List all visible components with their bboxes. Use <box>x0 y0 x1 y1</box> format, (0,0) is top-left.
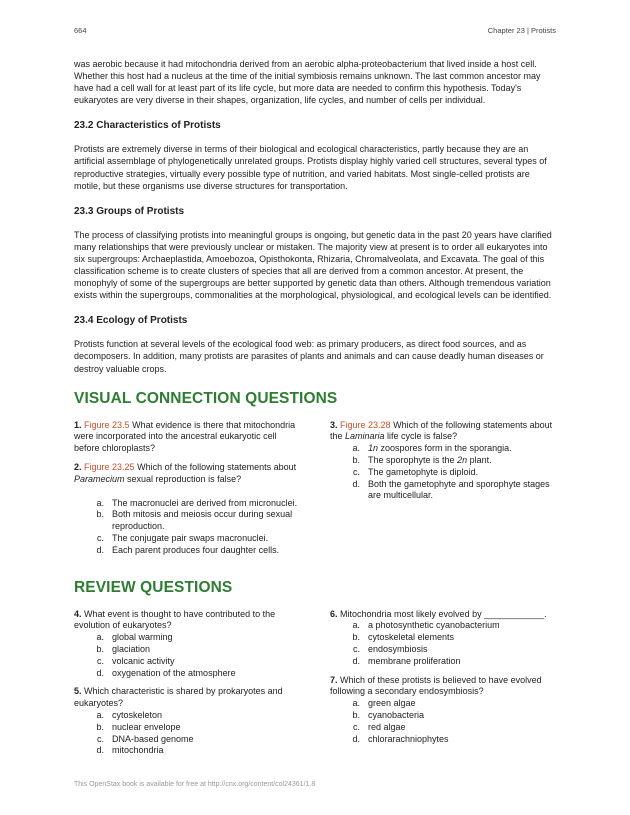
question-7 <box>330 675 558 746</box>
answer-option <box>74 668 302 680</box>
option-text: mitochondria <box>112 745 164 756</box>
section-text: The process of classifying protists into meaningful groups is ongoing, but genetic data in the past 20 years have clarified many relationships that were previously unclear or mistaken. The majority view at present is to order all eukaryotes into six supergroups: Archaeplastida, Amoebozoa, Opisthokonta, Rhizaria, Chromalveolata, and Excavata. The goal of this classification scheme is to create clusters of species that all are derived from a common ancestor. At present, the monophyly of some of the supergroups are better supported by genetic data than others. Although tremendous variation exists within the supergroups, commonalities at the morphological, physiological, and ecological levels can be identified. <box>74 229 552 301</box>
left-column <box>74 609 302 765</box>
question-number: 5. <box>74 686 82 697</box>
option-text: nuclear envelope <box>112 721 181 732</box>
section-heading: 23.3 Groups of Protists <box>74 205 185 217</box>
question-4 <box>74 609 302 680</box>
answer-option <box>74 734 302 746</box>
figure-link[interactable]: Figure 23.25 <box>84 461 135 472</box>
option-text: Both the gametophyte and sporophyte stages are multicellular. <box>368 478 550 501</box>
page-content <box>74 58 558 764</box>
option-letter: a. <box>352 698 360 709</box>
option-text: glaciation <box>112 643 151 654</box>
answer-option <box>330 698 558 710</box>
question-number: 1. <box>74 419 82 430</box>
question-italic: Laminaria <box>345 431 385 442</box>
question-text: What event is thought to have contributed to the evolution of eukaryotes? <box>74 608 276 631</box>
option-letter: b. <box>352 454 360 465</box>
figure-link[interactable]: Figure 23.5 <box>84 419 130 430</box>
visual-connection-title: VISUAL CONNECTION QUESTIONS <box>74 389 338 407</box>
answer-option <box>330 632 558 644</box>
answer-option <box>74 722 302 734</box>
answer-option <box>330 644 558 656</box>
option-text: The gametophyte is diploid. <box>368 466 479 477</box>
question-text: Which of these protists is believed to have evolved following a secondary endosymbiosis? <box>330 674 542 697</box>
option-text: oxygenation of the atmosphere <box>112 667 236 678</box>
option-letter: b. <box>96 721 104 732</box>
page-footer: This OpenStax book is available for free at http://cnx.org/content/col24361/1.8 <box>74 781 316 788</box>
page-number: 664 <box>74 26 87 35</box>
option-text: global warming <box>112 632 173 643</box>
question-italic: Paramecium <box>74 473 125 484</box>
option-letter: a. <box>352 620 360 631</box>
answer-options <box>74 710 302 757</box>
question-text: Which characteristic is shared by prokaryotes and eukaryotes? <box>74 686 283 709</box>
answer-option <box>74 533 302 545</box>
review-questions <box>74 609 558 765</box>
option-text: endosymbiosis <box>368 643 428 654</box>
option-letter: b. <box>352 632 360 643</box>
answer-option <box>74 710 302 722</box>
answer-option <box>74 509 302 533</box>
answer-option <box>74 644 302 656</box>
option-text: The conjugate pair swaps macronuclei. <box>112 532 269 543</box>
question-text: sexual reproduction is false? <box>124 473 242 484</box>
answer-option <box>330 467 558 479</box>
question-3 <box>330 420 558 503</box>
option-letter: d. <box>96 544 104 555</box>
question-number: 3. <box>330 419 338 430</box>
right-column <box>330 420 558 564</box>
option-text: volcanic activity <box>112 655 175 666</box>
option-letter: c. <box>96 532 104 543</box>
option-italic: 2n <box>457 454 468 465</box>
question-text: Which of the following statements about the <box>330 419 553 442</box>
answer-option <box>74 545 302 557</box>
section-text: Protists function at several levels of the ecological food web: as primary producers, as direct food sources, and as decomposers. In addition, many protists are parasites of plants and animals and can cause deadly human diseases or destroy valuable crops. <box>74 339 544 374</box>
option-text: The sporophyte is the <box>368 454 458 465</box>
answer-option <box>330 443 558 455</box>
option-text: DNA-based genome <box>112 733 194 744</box>
option-letter: a. <box>352 443 360 454</box>
option-text: cytoskeleton <box>112 709 163 720</box>
answer-option <box>330 710 558 722</box>
question-6 <box>330 609 558 668</box>
option-letter: a. <box>96 709 104 720</box>
answer-option <box>330 734 558 746</box>
question-text: life cycle is false? <box>384 431 458 442</box>
option-text: membrane proliferation <box>368 655 461 666</box>
option-text: a photosynthetic cyanobacterium <box>368 620 500 631</box>
answer-options <box>330 698 558 745</box>
option-letter: a. <box>96 497 104 508</box>
answer-option <box>74 498 302 510</box>
section-heading: 23.2 Characteristics of Protists <box>74 120 221 132</box>
answer-option <box>74 745 302 757</box>
option-letter: a. <box>96 632 104 643</box>
answer-option <box>330 722 558 734</box>
visual-connection-questions <box>74 420 558 564</box>
option-letter: d. <box>96 667 104 678</box>
question-number: 2. <box>74 461 82 472</box>
option-text: cyanobacteria <box>368 709 425 720</box>
answer-options <box>330 620 558 667</box>
option-letter: c. <box>352 721 360 732</box>
question-1 <box>74 420 302 455</box>
option-letter: c. <box>352 643 360 654</box>
section-text: Protists are extremely diverse in terms of their biological and ecological characteristics, partly because they are an artificial assemblage of phylogenetically unrelated groups. Protists display highly varied cell structures, several types of reproductive strategies, virtually every possible type of nutrition, and varied habitats. Most single-celled protists are motile, but these organisms use diverse structures for transportation. <box>74 144 547 191</box>
option-letter: d. <box>352 733 360 744</box>
question-number: 4. <box>74 608 82 619</box>
option-text: green algae <box>368 698 416 709</box>
review-questions-title: REVIEW QUESTIONS <box>74 578 233 596</box>
answer-options <box>74 632 302 679</box>
option-letter: b. <box>96 509 104 520</box>
answer-option <box>330 656 558 668</box>
option-letter: c. <box>96 733 104 744</box>
question-2 <box>74 462 302 557</box>
option-text: zoospores form in the sporangia. <box>378 443 512 454</box>
answer-options <box>330 443 558 502</box>
option-italic: 1n <box>368 443 379 454</box>
option-letter: c. <box>352 466 360 477</box>
option-letter: c. <box>96 655 104 666</box>
figure-link[interactable]: Figure 23.28 <box>340 419 391 430</box>
answer-option <box>330 455 558 467</box>
question-5 <box>74 686 302 757</box>
answer-option <box>330 620 558 632</box>
page-header <box>74 26 556 38</box>
option-text: cytoskeletal elements <box>368 632 455 643</box>
option-text: Each parent produces four daughter cells. <box>112 544 280 555</box>
option-letter: b. <box>352 709 360 720</box>
answer-option <box>74 656 302 668</box>
question-text: Mitochondria most likely evolved by ____________. <box>337 608 547 619</box>
section-heading: 23.4 Ecology of Protists <box>74 315 188 327</box>
answer-option <box>330 479 558 503</box>
option-letter: b. <box>96 643 104 654</box>
question-number: 7. <box>330 674 338 685</box>
option-text: chlorarachniophytes <box>368 733 449 744</box>
option-text: The macronuclei are derived from micronuclei. <box>112 497 298 508</box>
option-text: Both mitosis and meiosis occur during sexual reproduction. <box>112 509 293 532</box>
option-text: red algae <box>368 721 406 732</box>
question-number: 6. <box>330 608 338 619</box>
answer-option <box>74 632 302 644</box>
question-text: Which of the following statements about <box>134 461 297 472</box>
option-text: plant. <box>467 454 492 465</box>
chapter-title: Chapter 23 | Protists <box>487 26 556 35</box>
intro-paragraph: was aerobic because it had mitochondria derived from an aerobic alpha-proteobacterium that lived inside a host cell. Whether this host had a nucleus at the time of the initial symbiosis remains unknown. The last common ancestor may have had a cell wall for at least part of its life cycle, but more data are needed to confirm this hypothesis. Today's eukaryotes are very diverse in their shapes, organization, life cycles, and number of cells per individual. <box>74 59 541 106</box>
question-text: What evidence is there that mitochondria were incorporated into the ancestral eukaryotic cell before chloroplasts? <box>74 419 296 454</box>
option-letter: d. <box>96 745 104 756</box>
answer-options <box>74 498 302 557</box>
left-column <box>74 420 302 564</box>
option-letter: d. <box>352 655 360 666</box>
option-letter: d. <box>352 478 360 489</box>
right-column <box>330 609 558 765</box>
